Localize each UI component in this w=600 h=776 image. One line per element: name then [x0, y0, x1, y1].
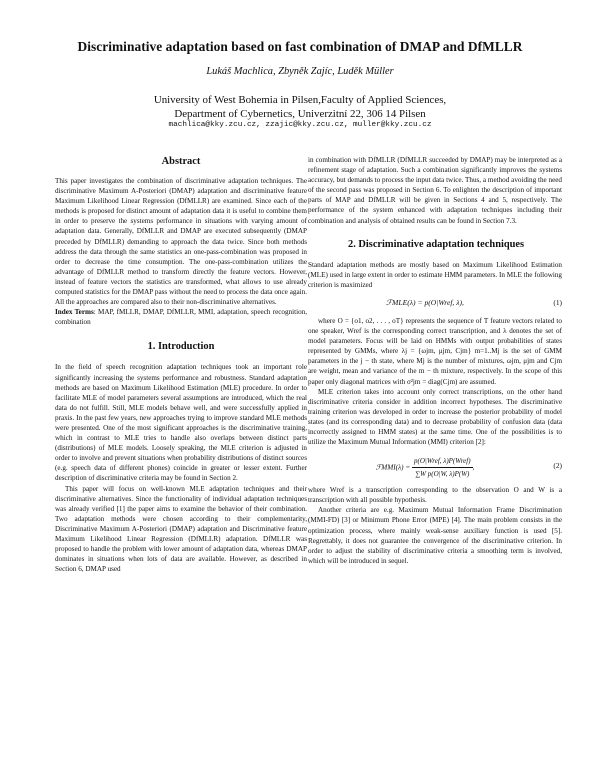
section1-heading: 1. Introduction: [147, 341, 215, 353]
equation-2-lhs: ℱMMI(λ) =: [375, 463, 411, 472]
paper-title: Discriminative adaptation based on fast combination of DMAP and DfMLLR: [77, 39, 523, 54]
equation-1-body: ℱMLE(λ) = p(O|Wref, λ),: [386, 297, 464, 307]
index-terms-text: : MAP, fMLLR, DMAP, DfMLLR, MMI, adaptation, speech recognition, combination: [55, 308, 307, 327]
section1-paragraph-1: In the field of speech recognition adaptation techniques took an important role significantly increasing the systems performance and robustness. Standard adaptation methods are based on Maximum Likelihood Estimation (MLE) procedure. In order to facilitate MLE of model parameters several assumptions are introduced, which the real data do not fulfill. Still, MLE models behave well, and were successfully applied in praxis. In the past few years, new approaches trying to improve standard MLE methods were presented. One of the most significant approaches is the discriminative training, which in contrast to MLE tries to handle also overlaps between distinct parts (distributions) of MLE models. Loosely speaking, the MLE criterion is adjusted in order to involve and prevent situations when probability distributions of distinct sources (e.g. speech data of different phones) coincide in greater or lesser extent. Further description of discriminative criteria may be found in Section 2.: [55, 363, 307, 483]
equation-2-numerator: p(O|Wref, λ)P(Wref): [412, 456, 473, 468]
section2-paragraph-5: Another criteria are e.g. Maximum Mutual Information Frame Discrimination (MMI-FD) [3] or Minimum Phone Error (MPE) [4]. The main problem consists in the optimization process, where mainly weak-sense auxiliary function is used [5]. Regrettably, it does not guarantee the convergence of the discriminative criterion. In order to adjust the stability of discriminative criteria a smoothing term is involved, which will be introduced in sequel.: [308, 506, 562, 565]
affiliation-line-1: University of West Bohemia in Pilsen,Faculty of Applied Sciences,: [153, 94, 447, 106]
abstract-text: This paper investigates the combination of discriminative adaptation techniques. The discriminative Maximum A-Posteriori (DMAP) adaptation and discriminative feature Maximum Likelihood Linear Regression (DfMLLR) are examined. Since each of the methods is proposed for distinct amount of adaptation data it is useful to combine them in order to preserve the systems performance in situations with varying amount of adaptation data. Generally, DfMLLR and DMAP are executed subsequently (DMAP preceded by DfMLLR) demanding to approach the data twice. Since both methods address the data through the same statistics an one-pass-combination was proposed in order to decrease the time consumption. The one-pass-combination utilizes the advantage of DfMLLR method to transform directly the feature vectors. However, instead of feature vectors the statistics are transformed, what allows to use already computed statistics for the DMAP pass without the need to process the data once again. All the approaches are compared also to their non-discriminative alternatives.: [55, 177, 307, 307]
equation-2-body: [308, 456, 542, 479]
section2-paragraph-4: where Wref is a transcription corresponding to the observation O and W is a transcription with all possible hypothesis.: [308, 486, 562, 505]
affiliation-line-2: Department of Cybernetics, Univerzitní 22, 306 14 Pilsen: [174, 108, 426, 120]
abstract-heading: Abstract: [161, 156, 201, 167]
equation-1: [308, 296, 562, 312]
index-terms: [55, 307, 307, 327]
equation-2: [308, 453, 562, 479]
affiliation: [20, 93, 580, 121]
right-column: [308, 155, 562, 566]
equation-2-comma: ,: [472, 463, 475, 472]
intro-continuation: in combination with DfMLLR (DfMLLR succeeded by DMAP) may be interpreted as a refinement stage of adaptation. Such a combination significantly improves the systems accuracy, but demands to process the input data twice. Thus, a method avoiding the need of the second pass was proposed in Section 6. To enlighten the description of important parts of MAP and DfMLLR will be given in Sections 4 and 5, respectively. The performance of the system enhanced with adaptation techniques including their combination and analysis of obtained results can be found in Section 7.3.: [308, 156, 562, 225]
left-column: [55, 155, 307, 574]
equation-2-denominator: ∑W p(O|W, λ)P(W): [415, 470, 470, 479]
section1-paragraph-2: This paper will focus on well-known MLE adaptation techniques and their discriminative alternatives. Since the functionality of individual adaptation techniques was already verified [1] the paper aims to examine the behavior of their combination. Two adaptation methods were chosen according to their complementarity, Discriminative Maximum A-Posteriori (DMAP) adaptation and Discriminative feature Maximum Likelihood Linear Regression (DfMLLR) adaptation. DfMLLR was proposed to handle the problem with lower amount of adaptation data, whereas DMAP dominates in situations when lots of data are available. However, as described in Section 6, DMAP used: [55, 484, 307, 574]
paper-authors: Lukáš Machlica, Zbyněk Zajíc, Luděk Müller: [206, 66, 394, 77]
author-emails: machlica@kky.zcu.cz, zzajic@kky.zcu.cz, muller@kky.zcu.cz: [168, 121, 432, 129]
section2-paragraph-1: Standard adaptation methods are mostly based on Maximum Likelihood Estimation (MLE) used in large extent in order to estimate HMM parameters. In MLE the following criterion is maximized: [308, 260, 562, 289]
equation-2-number: (2): [553, 461, 562, 471]
index-terms-label: Index Terms: [55, 308, 94, 317]
section2-paragraph-2: where O = {o1, o2, . . . , oT} represents the sequence of T feature vectors related to one speaker, Wref is the corresponding correct transcription, and λ denotes the set of model parameters. Focus will be laid on HMMs with output probabilities of states represented by GMMs, where λj = {ωjm, μjm, Cjm} m=1..Mj is the set of GMM parameters in the j − th state, where Mj is the number of mixtures, ωjm, μjm and Cjm are weight, mean and variance of the m − th mixture, respectively. In the scope of this paper only diagonal matrices with σ²jm = diag(Cjm) are assumed.: [308, 316, 562, 386]
equation-2-fraction: [412, 456, 473, 479]
section2-heading: 2. Discriminative adaptation techniques: [348, 238, 525, 250]
equation-1-number: (1): [553, 297, 562, 307]
section2-paragraph-3: MLE criterion takes into account only correct transcriptions, on the other hand discriminative criteria consider in addition incorrect hypotheses. The discriminative training criterion was developed in order to increase the posterior probability of model states (and its corresponding data) and to decrease probability of confusion data (data incorrectly assigned to HMM states) at the same time. One of the possibilities is to utilize the Maximum Mutual Information (MMI) criterion [2]:: [308, 387, 562, 447]
